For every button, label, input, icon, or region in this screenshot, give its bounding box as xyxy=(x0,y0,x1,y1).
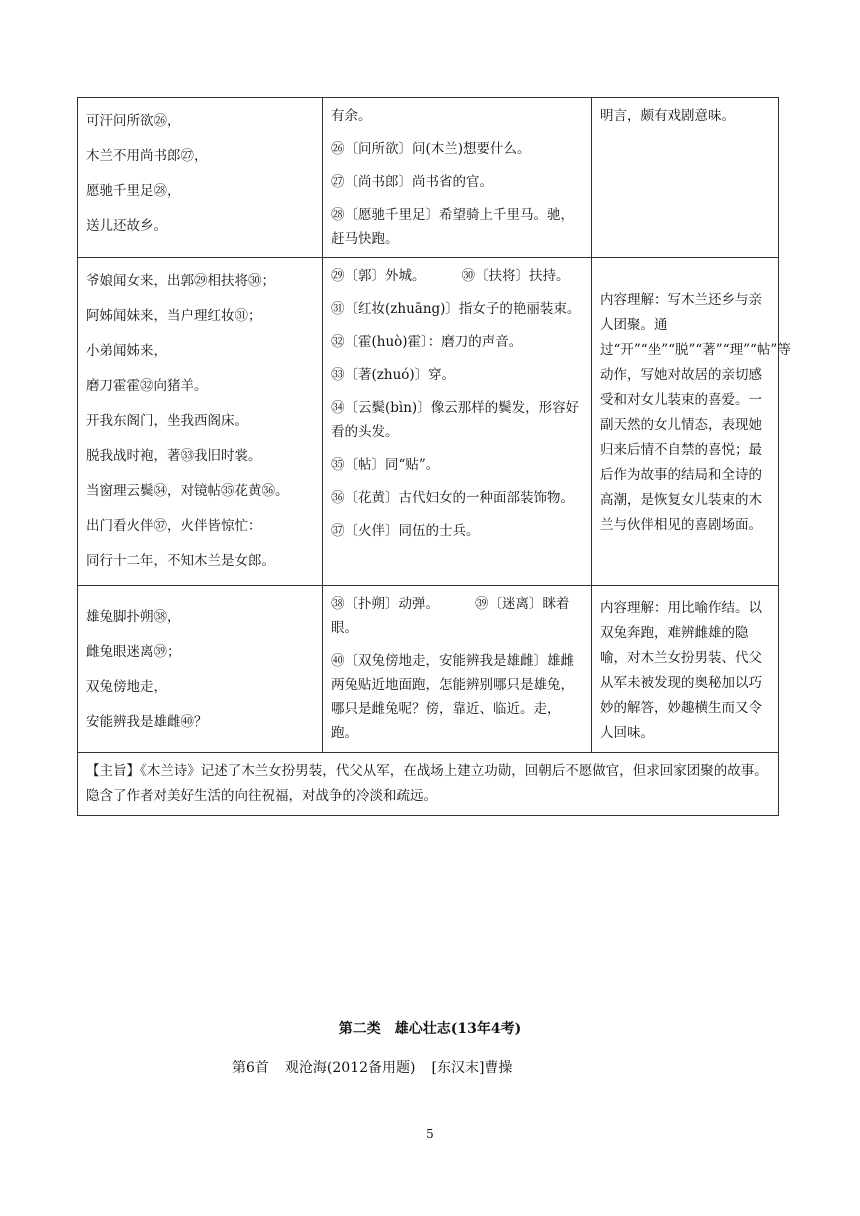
table-row xyxy=(78,258,779,586)
poem-line: 木兰不用尚书郎㉗， xyxy=(86,148,208,164)
note: ㉖〔问所欲〕问(木兰)想要什么。 xyxy=(331,141,531,157)
note: ㉙〔郭〕外城。 xyxy=(331,268,426,284)
analysis-text: 内容理解：写木兰还乡与亲人团聚。通过“开”“坐”“脱”“著”“理”“帖”等动作，写她对故居的亲切感受和对女儿装束的喜爱。一副天然的女儿情态，表现她归来后情不自禁的喜悦；最后作为故事的结局和全诗的高潮，是恢复女儿装束的木兰与伙伴相见的喜剧场面。 xyxy=(600,292,791,533)
note: ㉜〔霍(huò)霍〕：磨刀的声音。 xyxy=(331,334,523,350)
note-line xyxy=(331,104,583,128)
note-line xyxy=(331,137,583,161)
note: ㉟〔帖〕同“贴”。 xyxy=(331,457,440,473)
section-title: 第二类 雄心壮志(13年4考) xyxy=(338,1021,522,1037)
poem-line: 愿驰千里足㉘， xyxy=(86,183,181,199)
poem-line: 爷娘闻女来，出郭㉙相扶将㉚； xyxy=(86,273,275,289)
note-line xyxy=(331,363,583,387)
poem-line: 阿姊闻妹来，当户理红妆㉛； xyxy=(86,308,262,324)
poem-line: 磨刀霍霍㉜向猪羊。 xyxy=(86,378,208,394)
analysis-cell xyxy=(592,98,779,258)
poem-line: 当窗理云鬓㉞，对镜帖㉟花黄㊱。 xyxy=(86,483,289,499)
poem-title: 观沧海(2012备用题) xyxy=(284,1060,416,1076)
note: ㊲〔火伴〕同伍的士兵。 xyxy=(331,523,480,539)
note-line xyxy=(331,486,583,510)
note: ㊵〔双兔傍地走，安能辨我是雄雌〕雄雌两兔贴近地面跑，怎能辨别哪只是雄兔，哪只是雌兔呢？傍，靠近、临近。走，跑。 xyxy=(331,653,574,741)
note: ㉞〔云鬓(bìn)〕像云那样的鬓发，形容好看的头发。 xyxy=(331,400,580,440)
page-number: 5 xyxy=(426,1127,434,1141)
theme-summary-cell xyxy=(78,753,779,816)
poem-line: 安能辨我是雄雌㊵？ xyxy=(86,714,208,730)
note-line xyxy=(331,396,583,444)
note: ㊱〔花黄〕古代妇女的一种面部装饰物。 xyxy=(331,490,574,506)
poem-line: 同行十二年，不知木兰是女郎。 xyxy=(86,553,275,569)
poem-text-cell xyxy=(78,586,323,753)
note: ㊴〔迷离〕眯着眼。 xyxy=(331,596,570,636)
note: ㉚〔扶将〕扶持。 xyxy=(461,268,570,284)
analysis-cell xyxy=(592,586,779,753)
notes-cell xyxy=(323,258,592,586)
poem-line: 出门看火伴㊲，火伴皆惊忙： xyxy=(86,518,262,534)
note-line xyxy=(331,453,583,477)
notes-cell xyxy=(323,586,592,753)
note: ㉗〔尚书郎〕尚书省的官。 xyxy=(331,174,493,190)
analysis-cell xyxy=(592,258,791,586)
poem-line: 开我东阁门，坐我西阁床。 xyxy=(86,413,248,429)
poem-line: 脱我战时袍，著㉝我旧时裳。 xyxy=(86,448,262,464)
table-row xyxy=(78,586,779,753)
poem-number: 第6首 xyxy=(232,1060,269,1076)
note-line xyxy=(331,170,583,194)
poem-line: 小弟闻姊来， xyxy=(86,343,167,359)
note-line xyxy=(331,203,583,251)
note-line xyxy=(331,519,583,543)
note-line xyxy=(331,649,583,745)
poem-line: 双兔傍地走， xyxy=(86,679,167,695)
note: ㊳〔扑朔〕动弹。 xyxy=(331,596,439,612)
poem-annotation-table xyxy=(77,97,791,816)
note-line xyxy=(331,330,583,354)
poem-line: 雌兔眼迷离㊴； xyxy=(86,644,181,660)
note: 有余。 xyxy=(331,108,372,124)
analysis-text: 明言，颇有戏剧意味。 xyxy=(600,108,735,124)
note-line xyxy=(331,297,583,321)
note: ㉝〔著(zhuó)〕穿。 xyxy=(331,367,456,383)
note: ㉘〔愿驰千里足〕希望骑上千里马。驰，赶马快跑。 xyxy=(331,207,574,247)
poem-line: 雄兔脚扑朔㊳， xyxy=(86,609,181,625)
notes-cell xyxy=(323,98,592,258)
note-line xyxy=(331,264,583,288)
poem-author: [东汉末]曹操 xyxy=(431,1060,513,1076)
note: ㉛〔红妆(zhuāng)〕指女子的艳丽装束。 xyxy=(331,301,581,317)
poem-line: 送儿还故乡。 xyxy=(86,218,167,234)
poem-header xyxy=(232,1057,528,1077)
table-row xyxy=(78,98,779,258)
note-line xyxy=(331,592,583,640)
analysis-text: 内容理解：用比喻作结。以双兔奔跑，难辨雌雄的隐喻，对木兰女扮男装、代父从军未被发现的奥秘加以巧妙的解答，妙趣横生而又令人回味。 xyxy=(600,600,762,741)
poem-text-cell xyxy=(78,98,323,258)
theme-summary: 【主旨】《木兰诗》记述了木兰女扮男装，代父从军，在战场上建立功勋，回朝后不愿做官，但求回家团聚的故事。隐含了作者对美好生活的向往祝福，对战争的冷淡和疏远。 xyxy=(86,763,768,804)
table-row xyxy=(78,753,779,816)
poem-text-cell xyxy=(78,258,323,586)
poem-line: 可汗问所欲㉖， xyxy=(86,113,181,129)
